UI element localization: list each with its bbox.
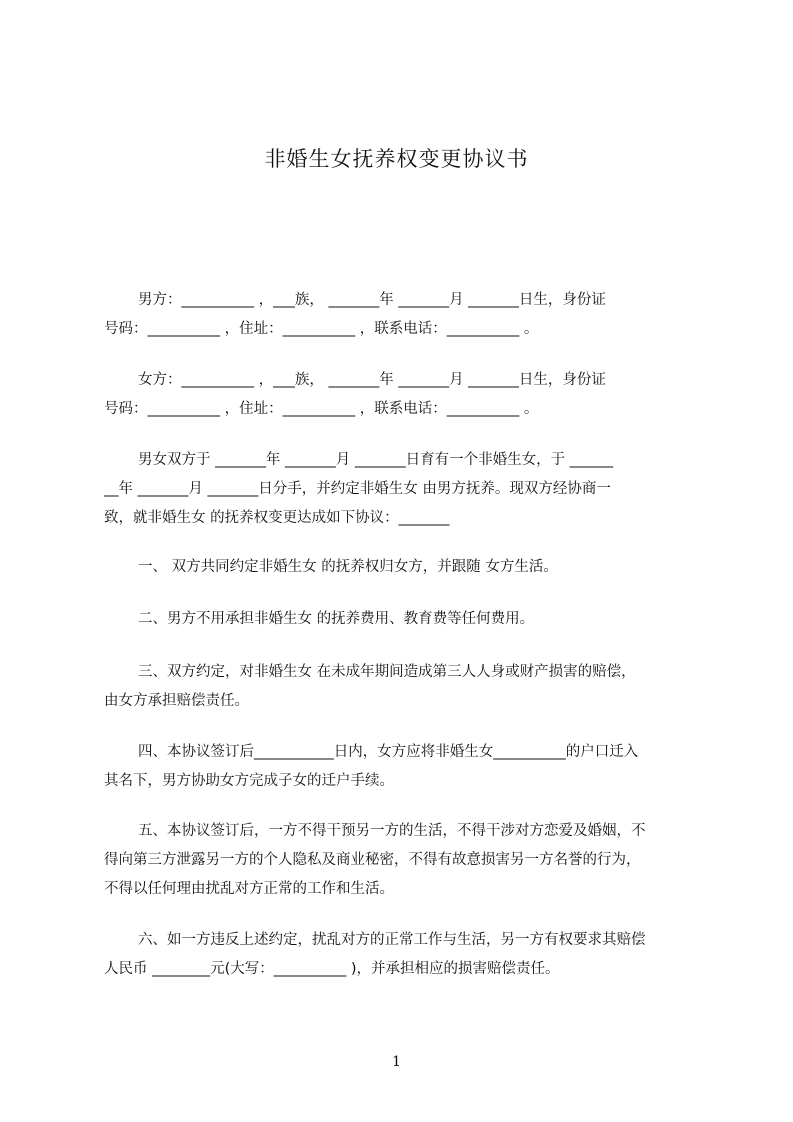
document-title: 非婚生女抚养权变更协议书 [264, 147, 529, 171]
clause-1-line-1: 一、 双方共同约定非婚生女 的抚养权归女方，并跟随 女方生活。 [138, 559, 558, 575]
clause-2-line-1: 二、男方不用承担非婚生女 的抚养费用、教育费等任何费用。 [138, 611, 535, 627]
page-number: 1 [392, 1054, 401, 1070]
background-line-2: __年 _______月 _______日分手，并约定非婚生女 由男方抚养。现双方经协商一 [104, 481, 611, 497]
clause-5-paragraph [104, 817, 704, 904]
clause-5-line-1: 五、本协议签订后，一方不得干预另一方的生活，不得干涉对方恋爱及婚姻，不 [138, 823, 646, 839]
background-line-3: 致，就非婚生女 的抚养权变更达成如下协议：_______ [104, 510, 450, 526]
clause-5-line-3: 不得以任何理由扰乱对方正常的工作和生活。 [104, 881, 394, 897]
male-party-line-1: 男方：__________ ，___族， _______年 _______月 _______日生，身份证 [138, 292, 606, 308]
background-paragraph [104, 446, 704, 533]
clause-4-line-2: 其名下，男方协助女方完成子女的迁户手续。 [104, 773, 394, 789]
female-party-line-2: 号码：__________ ，住址：__________ ，联系电话：__________ 。 [104, 401, 539, 417]
female-party-line-1: 女方：__________ ，___族， _______年 _______月 _______日生，身份证 [138, 372, 606, 388]
clause-6-line-1: 六、如一方违反上述约定，扰乱对方的正常工作与生活，另一方有权要求其赔偿 [138, 932, 646, 948]
clause-4-line-1: 四、本协议签订后___________日内，女方应将非婚生女__________的户口迁入 [138, 744, 639, 760]
male-party-paragraph [104, 286, 704, 344]
clause-2-paragraph [104, 605, 704, 634]
clause-1-paragraph [104, 553, 704, 582]
clause-3-paragraph [104, 658, 704, 716]
clause-6-line-2: 人民币 ________元(大写：__________ )，并承担相应的损害赔偿责任。 [104, 961, 560, 977]
clause-6-paragraph [104, 926, 704, 984]
background-line-1: 男女双方于 _______年 _______月 _______日育有一个非婚生女，于 ______ [138, 452, 614, 468]
clause-4-paragraph [104, 738, 704, 796]
clause-3-line-2: 由女方承担赔偿责任。 [104, 693, 249, 709]
clause-3-line-1: 三、双方约定，对非婚生女 在未成年期间造成第三人人身或财产损害的赔偿， [138, 664, 636, 680]
clause-5-line-2: 得向第三方泄露另一方的个人隐私及商业秘密，不得有故意损害另一方名誉的行为， [104, 852, 641, 868]
female-party-paragraph [104, 366, 704, 424]
male-party-line-2: 号码：__________ ，住址：__________ ，联系电话：__________ 。 [104, 321, 539, 337]
